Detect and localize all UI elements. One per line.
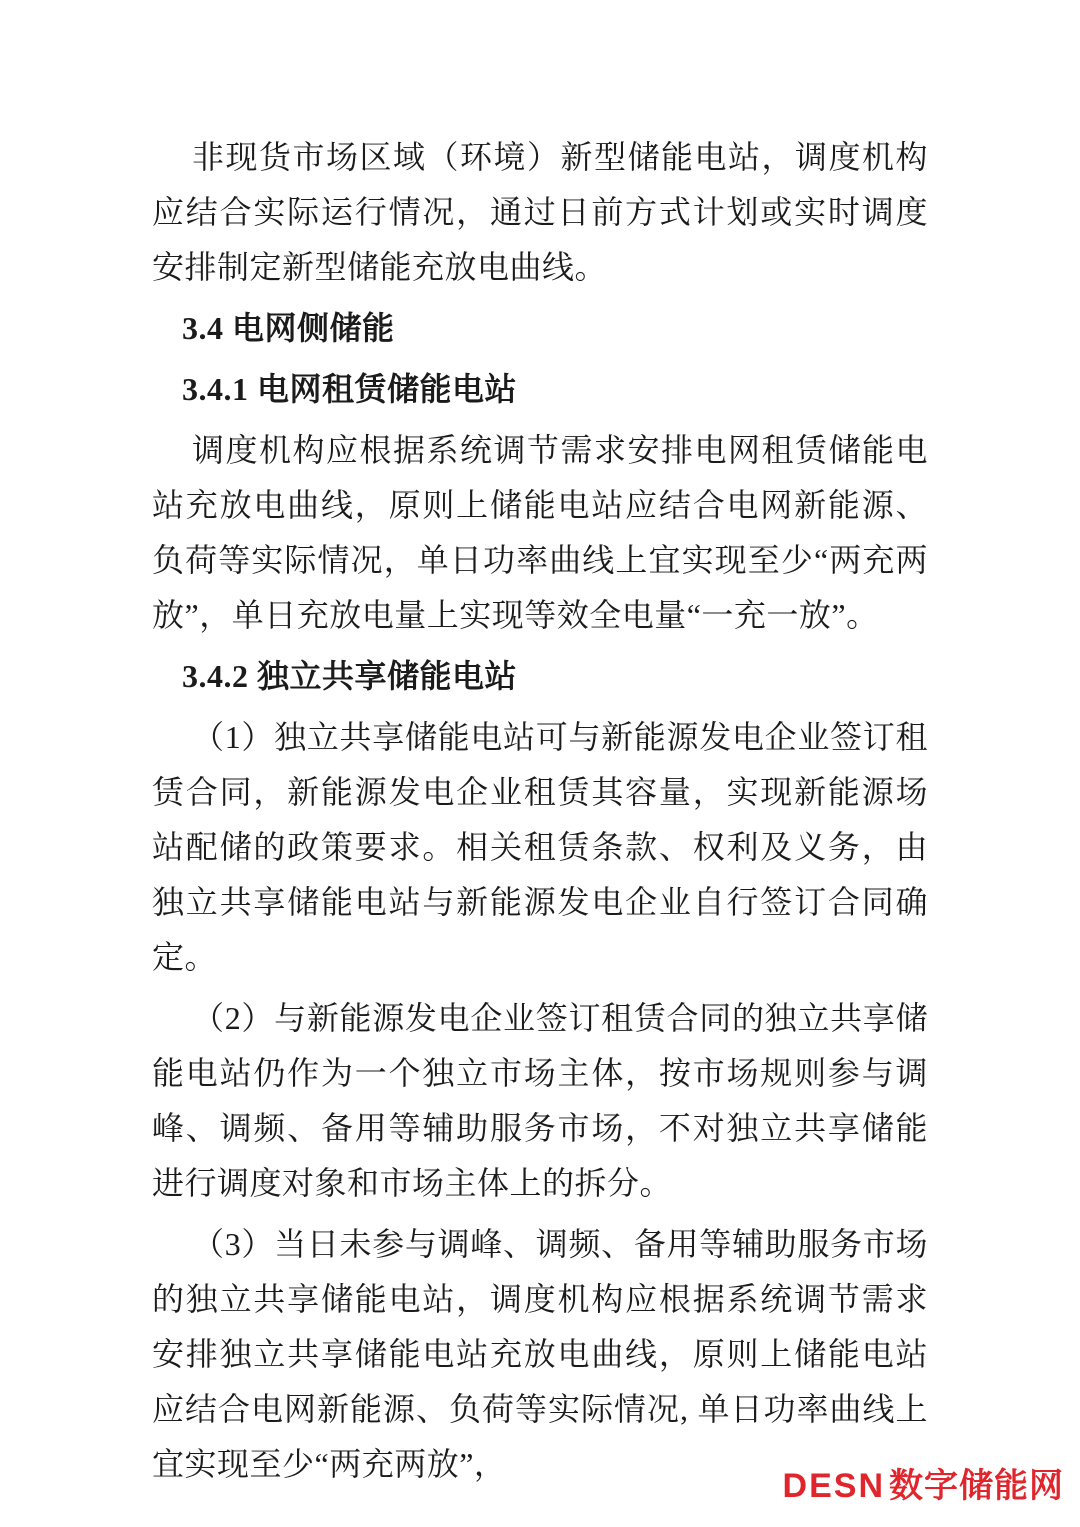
paragraph-grid-leased-storage-dispatch: 调度机构应根据系统调节需求安排电网租赁储能电站充放电曲线，原则上储能电站应结合电网新能源、负荷等实际情况，单日功率曲线上宜实现至少“两充两放”，单日充放电量上实现等效全电量“一充一放”。 bbox=[152, 432, 928, 633]
heading-3-4-1-grid-leased-storage-station: 3.4.1 电网租赁储能电站 bbox=[182, 371, 518, 407]
document-content bbox=[152, 130, 928, 1498]
desn-logo-text: DESN bbox=[782, 1467, 885, 1505]
desn-watermark bbox=[783, 1458, 1064, 1507]
paragraph-item-3-non-participating-dispatch: （3）当日未参与调峰、调频、备用等辅助服务市场的独立共享储能电站，调度机构应根据系统调节需求安排独立共享储能电站充放电曲线，原则上储能电站应结合电网新能源、负荷等实际情况, 单日功率曲线上宜实现至少“两充两放”， bbox=[152, 1226, 928, 1482]
desn-logo-chinese-text: 数字储能网 bbox=[889, 1467, 1064, 1505]
paragraph-item-2-independent-market-entity: （2）与新能源发电企业签订租赁合同的独立共享储能电站仍作为一个独立市场主体，按市场规则参与调峰、调频、备用等辅助服务市场，不对独立共享储能进行调度对象和市场主体上的拆分。 bbox=[152, 1000, 928, 1201]
paragraph-item-1-lease-contract: （1）独立共享储能电站可与新能源发电企业签订租赁合同，新能源发电企业租赁其容量，实现新能源场站配储的政策要求。相关租赁条款、权利及义务，由独立共享储能电站与新能源发电企业自行签订合同确定。 bbox=[152, 719, 928, 975]
paragraph-non-spot-market: 非现货市场区域（环境）新型储能电站，调度机构应结合实际运行情况，通过日前方式计划或实时调度安排制定新型储能充放电曲线。 bbox=[152, 139, 928, 285]
heading-3-4-grid-side-storage: 3.4 电网侧储能 bbox=[182, 310, 395, 346]
heading-3-4-2-independent-shared-storage-station: 3.4.2 独立共享储能电站 bbox=[182, 658, 518, 694]
